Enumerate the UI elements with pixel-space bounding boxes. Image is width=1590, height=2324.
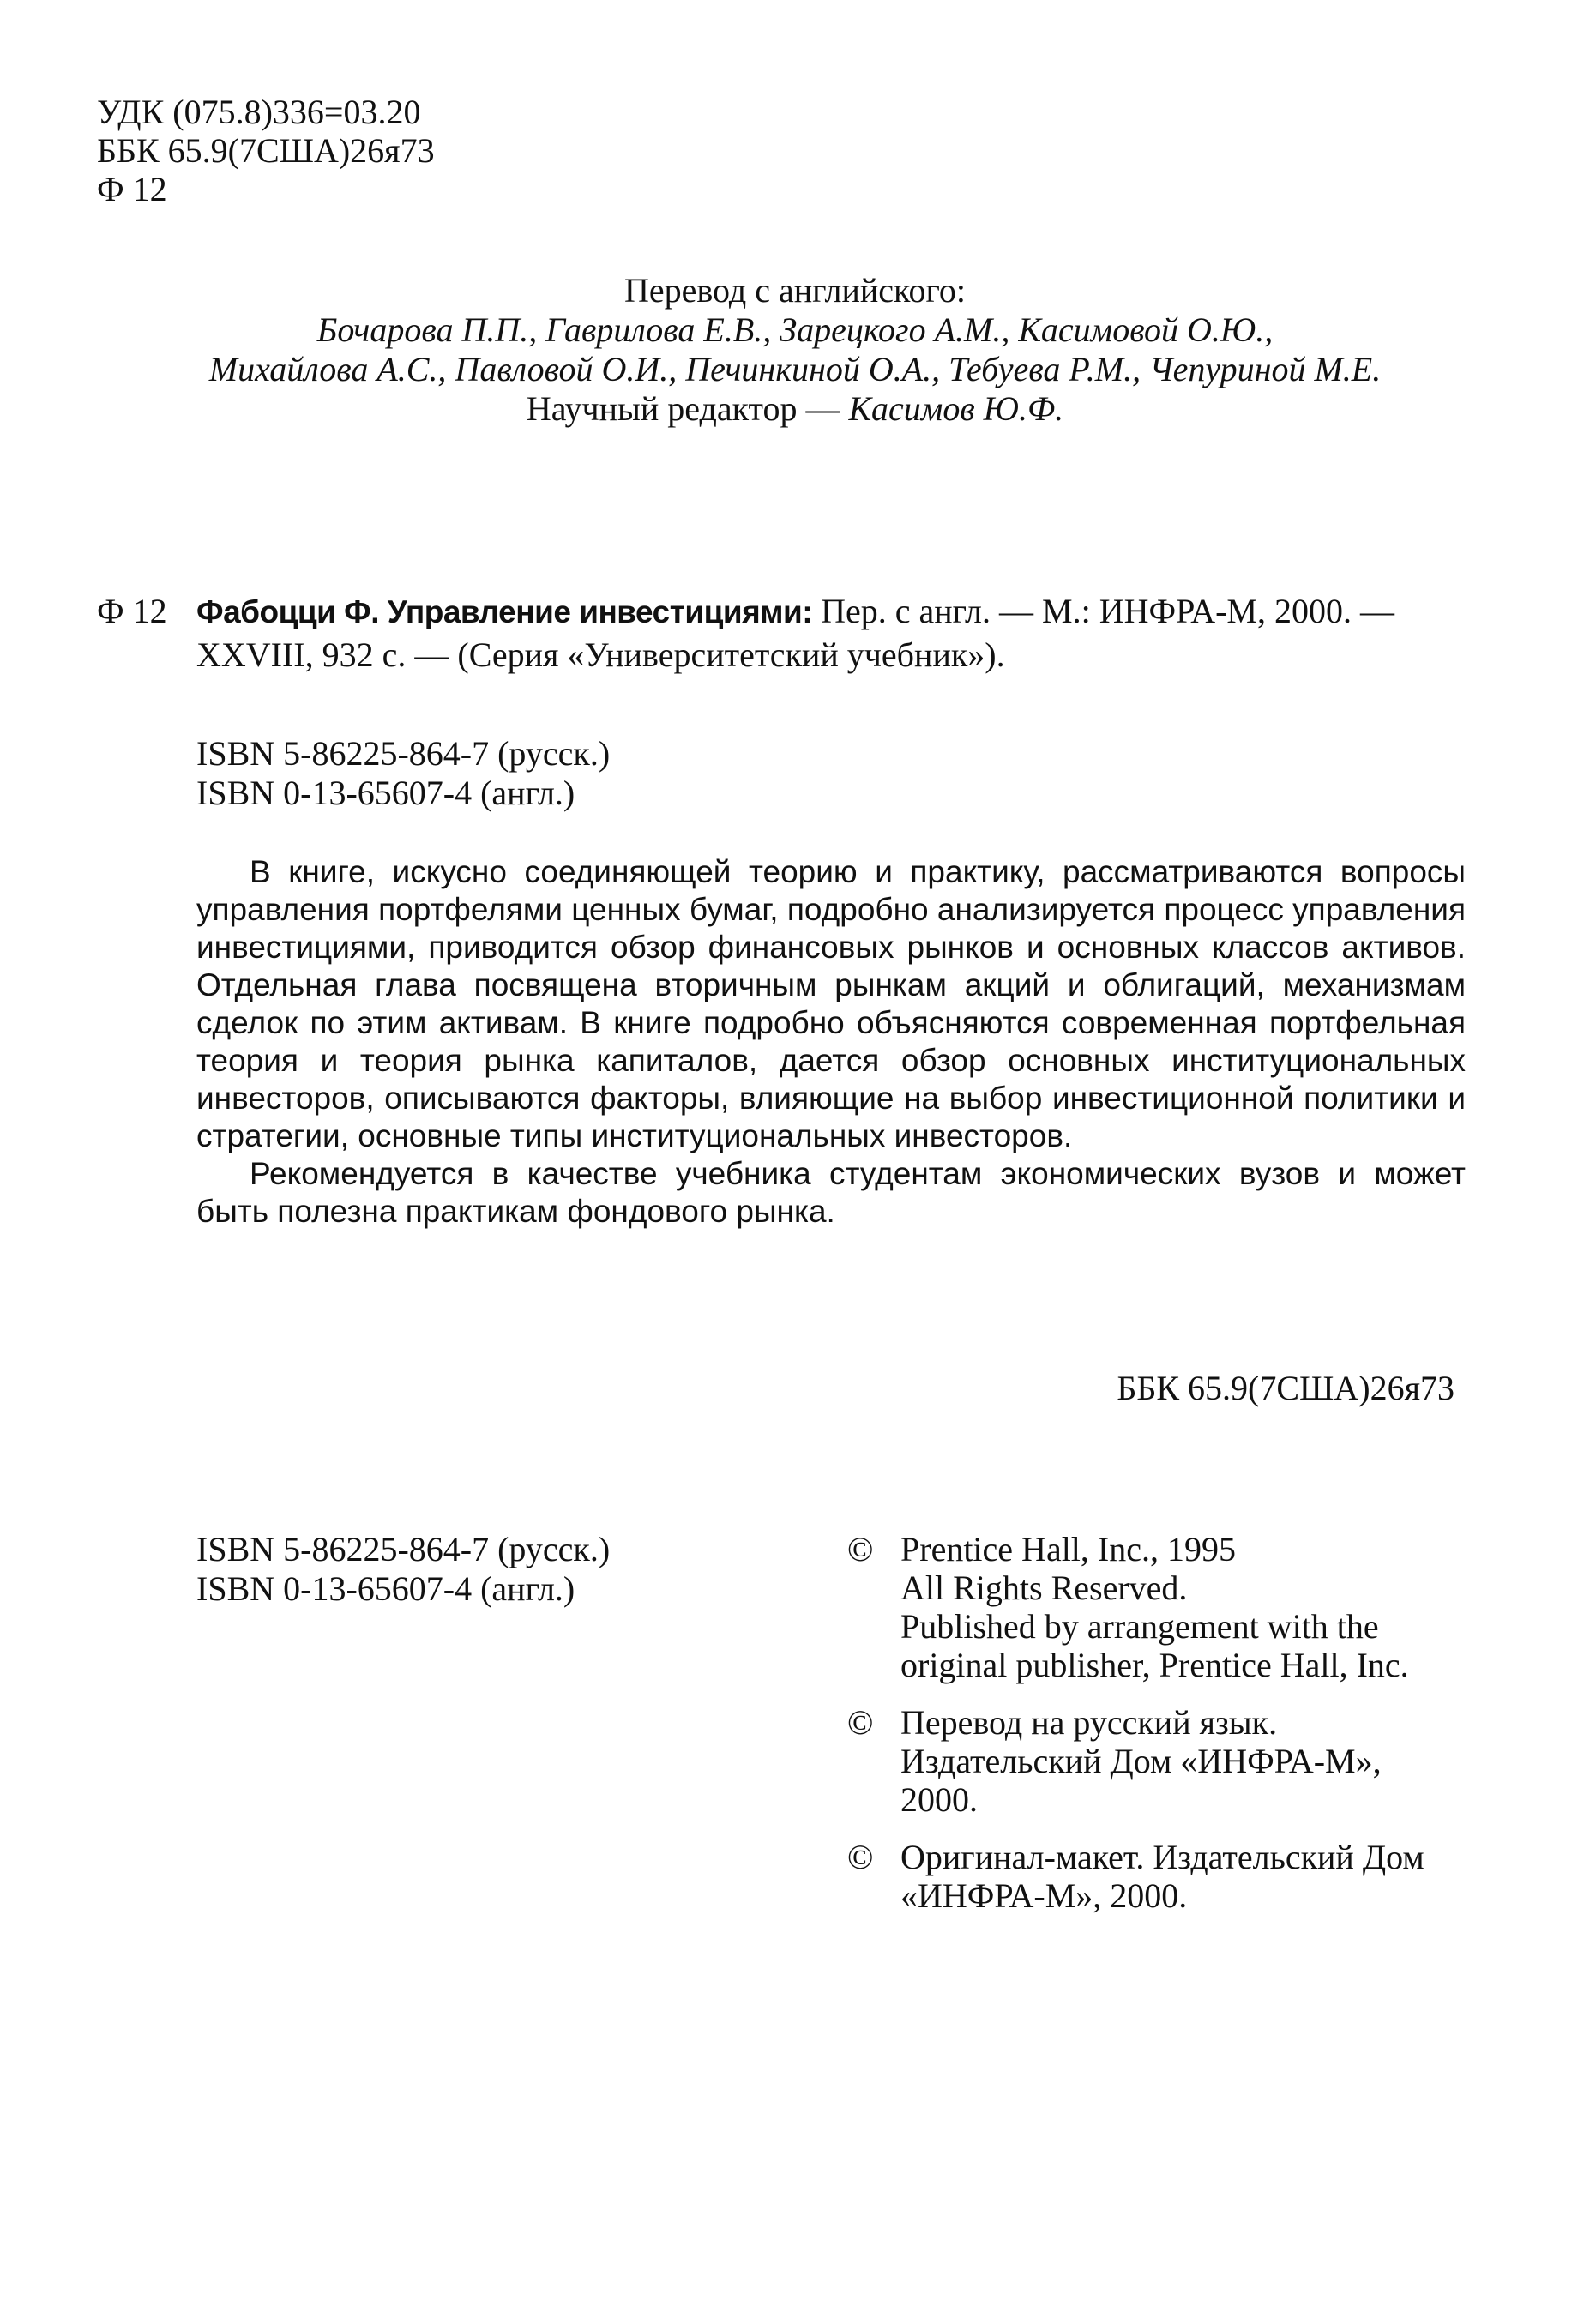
- annotation-paragraph-1: В книге, искусно соединяющей теорию и практику, рассматриваются вопросы управления портфелями ценных бумаг, подробно анализируется процесс управления инвестициями, приводится обзор финансовых рынков и основных классов активов. Отдельная глава посвящена вторичным рынкам акций и облигаций, механизмам сделок по этим активам. В книге подробно объясняются современная портфельная теория и теория рынка капиталов, дается обзор основных институциональных инвесторов, описываются факторы, влияющие на выбор инвестиционной политики и стратегии, основные типы институциональных инвесторов.: [196, 854, 1466, 1153]
- classification-codes: [97, 93, 435, 208]
- copyright-line: All Rights Reserved.: [900, 1568, 1188, 1607]
- bbk-code: ББК 65.9(7США)26я73: [97, 131, 435, 170]
- isbn-bottom-block: [196, 1530, 610, 1609]
- copyright-line: Перевод на русский язык.: [900, 1703, 1278, 1742]
- copyright-symbol: ©: [847, 1838, 874, 1876]
- copyright-line: Оригинал-макет. Издательский Дом: [900, 1838, 1424, 1876]
- isbn-russian: ISBN 5-86225-864-7 (русск.): [196, 734, 611, 773]
- copyright-line: original publisher, Prentice Hall, Inc.: [900, 1646, 1409, 1684]
- entry-imprint-line-2: XXVIII, 932 с. — (Серия «Университетский учебник»).: [196, 635, 1005, 674]
- editor-name: Касимов Ю.Ф.: [848, 389, 1064, 428]
- copyright-prentice-hall: [847, 1530, 1499, 1684]
- isbn-english: ISBN 0-13-65607-4 (англ.): [196, 1569, 575, 1608]
- copyright-notices: [847, 1530, 1499, 1934]
- copyright-line: 2000.: [900, 1780, 978, 1819]
- isbn-top-block: [196, 734, 610, 813]
- translators-line-1: Бочарова П.П., Гаврилова Е.В., Зарецкого А.М., Касимовой О.Ю.,: [316, 310, 1274, 349]
- copyright-symbol: ©: [847, 1703, 874, 1742]
- author-sign: Ф 12: [97, 170, 167, 208]
- editor-label: Научный редактор —: [526, 389, 840, 428]
- bbk-bottom: ББК 65.9(7США)26я73: [1117, 1369, 1454, 1407]
- entry-author-sign: Ф 12: [97, 592, 167, 630]
- scientific-editor: [86, 389, 1504, 429]
- udk-code: УДК (075.8)336=03.20: [97, 93, 421, 131]
- copyright-line: Prentice Hall, Inc., 1995: [900, 1530, 1236, 1568]
- isbn-russian: ISBN 5-86225-864-7 (русск.): [196, 1530, 611, 1568]
- translation-heading: Перевод с английского:: [624, 271, 966, 310]
- entry-author-title: Фабоцци Ф. Управление инвестициями:: [196, 594, 813, 629]
- entry-body: [196, 590, 1503, 677]
- isbn-english: ISBN 0-13-65607-4 (англ.): [196, 774, 575, 812]
- copyright-line: Published by arrangement with the: [900, 1607, 1379, 1646]
- copyright-line: Издательский Дом «ИНФРА-М»,: [900, 1742, 1382, 1780]
- copyright-layout: [847, 1838, 1499, 1915]
- annotation-paragraph-2: Рекомендуется в качестве учебника студентам экономических вузов и может быть полезна практикам фондового рынка.: [196, 1156, 1466, 1229]
- copyright-symbol: ©: [847, 1530, 874, 1568]
- entry-imprint-line-1: Пер. с англ. — М.: ИНФРА-М, 2000. —: [821, 592, 1394, 630]
- copyright-line: «ИНФРА-М», 2000.: [900, 1876, 1188, 1915]
- annotation: [196, 853, 1466, 1231]
- translators-line-2: Михайлова А.С., Павловой О.И., Печинкиной О.А., Тебуева Р.М., Чепуриной М.Е.: [208, 350, 1382, 388]
- copyright-translation: [847, 1703, 1499, 1819]
- translation-credits: [86, 271, 1504, 429]
